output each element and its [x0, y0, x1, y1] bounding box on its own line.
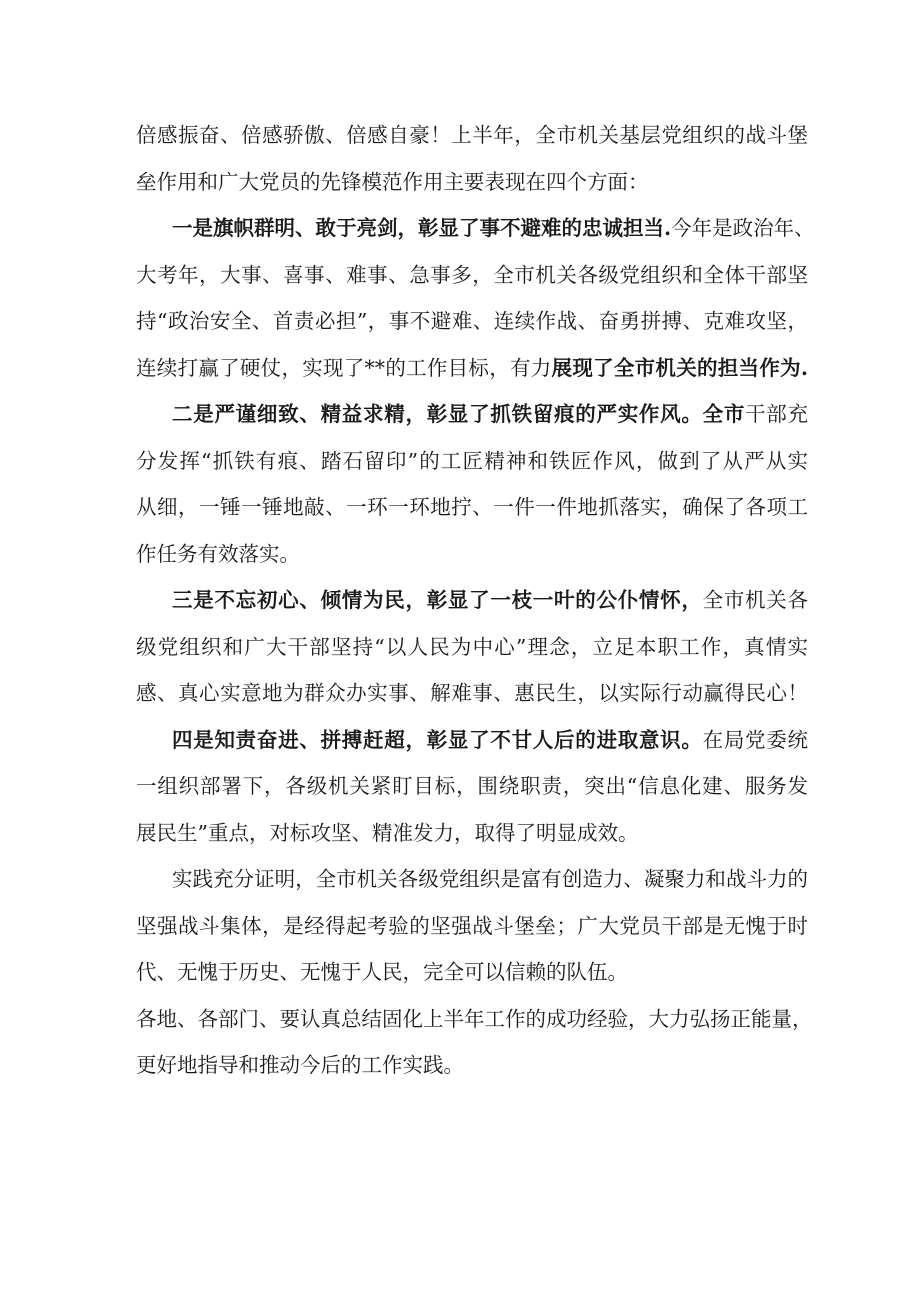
text-line: [136, 345, 808, 392]
paragraph-6: [136, 996, 813, 1089]
text-line: 实践充分证明，全市机关各级党组织是富有创造力、凝聚力和战斗力的: [172, 867, 808, 891]
bold-lead: 三是不忘初心、倾情为民，彰显了一枝一叶的公仆情怀，: [172, 588, 703, 612]
text-line: 坚强战斗集体，是经得起考验的坚强战斗堡垒；广大党员干部是无愧于时: [136, 913, 808, 938]
bold-lead: 二是严谨细致、精益求精，彰显了抓铁留痕的严实作风。全市: [172, 402, 746, 426]
text-line: 更好地指导和推动今后的工作实践。: [136, 1053, 464, 1077]
paragraph-5: [136, 856, 808, 996]
text-line: 代、无愧于历史、无愧于人民，完全可以信赖的队伍。: [136, 960, 628, 984]
text-line: [136, 717, 808, 764]
text-line: 各地、各部门、要认真总结固化上半年工作的成功经验，大力弘扬正能量，: [136, 1006, 813, 1031]
bold-lead: 一是旗帜群明、敢于亮剑，彰显了事不避难的忠诚担当.: [172, 216, 672, 240]
bold-lead: 四是知责奋进、拼搏赶超，彰显了不甘人后的进取意识。: [172, 727, 703, 752]
text-line: [136, 577, 808, 624]
text-line: 级党组织和广大干部坚持“以人民为中心”理念，立足本职工作，真情实: [136, 634, 808, 659]
text-line: 分发挥“抓铁有痕、踏石留印”的工匠精神和铁匠作风，做到了从严从实: [136, 448, 808, 473]
paragraph-1: [136, 205, 815, 391]
paragraph-4: [136, 717, 808, 857]
text-line: 从细，一锤一锤地敲、一环一环地拧、一件一件地抓落实，确保了各项工: [136, 495, 808, 519]
lead-rest: 今年是政治年、: [671, 216, 815, 240]
text-line: 倍感振奋、倍感骄傲、倍感自豪！上半年，全市机关基层党组织的战斗堡: [136, 123, 808, 147]
line-bold: 展现了全市机关的担当作为.: [551, 355, 809, 380]
lead-rest: 在局党委统: [702, 727, 809, 752]
text-line: 展民生”重点，对标攻坚、精准发力，取得了明显成效。: [136, 820, 639, 845]
text-line: [136, 391, 808, 438]
paragraph-2: [136, 391, 808, 577]
text-line: 大考年，大事、喜事、难事、急事多，全市机关各级党组织和全体干部坚: [136, 262, 808, 287]
text-line: [136, 205, 815, 252]
lead-rest: 干部充: [745, 402, 809, 426]
text-line: 一组织部署下，各级机关紧盯目标，围绕职责，突出“信息化建、服务发: [136, 774, 808, 798]
document-page: [136, 112, 815, 1089]
text-line: 感、真心实意地为群众办实事、解难事、惠民生，以实际行动赢得民心！: [136, 681, 808, 705]
intro-paragraph: [136, 112, 808, 205]
text-line: 垒作用和广大党员的先锋模范作用主要表现在四个方面：: [136, 169, 649, 194]
text-line: 作任务有效落实。: [136, 541, 300, 566]
line-plain: 连续打赢了硬仗，实现了**的工作目标，有力: [136, 355, 552, 380]
paragraph-3: [136, 577, 808, 717]
text-line: 持“政治安全、首责必担”，事不避难、连续作战、奋勇拼搏、克难攻坚，: [136, 309, 808, 333]
lead-rest: 全市机关各: [702, 588, 809, 612]
